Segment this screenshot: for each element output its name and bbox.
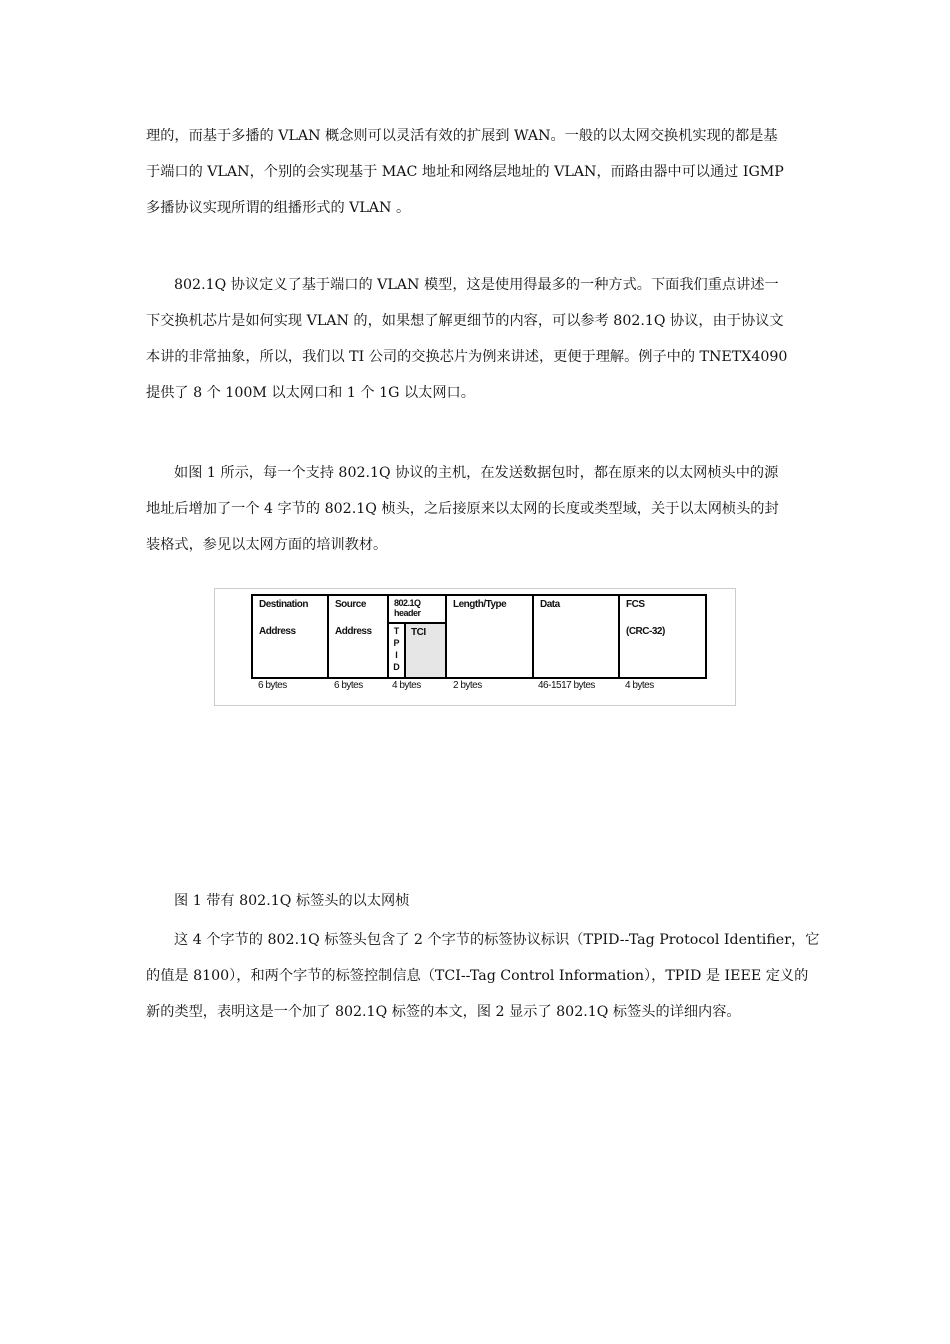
text-line: 于端口的 VLAN，个别的会实现基于 MAC 地址和网络层地址的 VLAN，而路由器中可以通过 IGMP — [146, 164, 784, 180]
text-line: 多播协议实现所谓的组播形式的 VLAN 。 — [146, 200, 411, 216]
text-line: 802.1Q 协议定义了基于端口的 VLAN 模型，这是使用得最多的一种方式。下面我们重点讲述一 — [174, 277, 779, 293]
bytes-destination: 6 bytes — [258, 680, 287, 691]
paragraph-2 — [146, 267, 806, 411]
text-line: 地址后增加了一个 4 字节的 802.1Q 桢头，之后接原来以太网的长度或类型域，关于以太网桢头的封 — [146, 501, 779, 517]
field-label: FCS — [626, 599, 645, 610]
paragraph-1 — [146, 118, 806, 226]
figure-caption: 图 1 带有 802.1Q 标签头的以太网桢 — [174, 893, 410, 909]
header-title-area — [389, 596, 445, 624]
text-line: 这 4 个字节的 802.1Q 标签头包含了 2 个字节的标签协议标识（TPID--Tag Protocol Identifier，它 — [174, 932, 820, 948]
tpid-letter: I — [395, 650, 398, 660]
paragraph-3 — [146, 455, 806, 563]
field-label: Address — [259, 626, 296, 637]
field-label: 802.1Q — [394, 598, 421, 608]
field-label: Source — [335, 599, 366, 610]
field-label: header — [394, 608, 421, 618]
paragraph-4 — [146, 922, 820, 1030]
tpid-letter: D — [393, 662, 400, 672]
field-label: (CRC-32) — [626, 626, 665, 637]
text-line: 装格式，参见以太网方面的培训教材。 — [146, 537, 388, 553]
field-data — [534, 596, 620, 677]
text-line: 提供了 8 个 100M 以太网口和 1 个 1G 以太网口。 — [146, 385, 475, 401]
field-label: Destination — [259, 599, 308, 610]
text-line: 的值是 8100），和两个字节的标签控制信息（TCI--Tag Control Information），TPID 是 IEEE 定义的 — [146, 968, 809, 984]
text-line: 本讲的非常抽象，所以，我们以 TI 公司的交换芯片为例来讲述，更便于理解。例子中的 TNETX4090 — [146, 349, 788, 365]
bytes-header: 4 bytes — [392, 680, 421, 691]
text-line: 如图 1 所示，每一个支持 802.1Q 协议的主机，在发送数据包时，都在原来的以太网桢头中的源 — [174, 465, 779, 481]
field-label: Length/Type — [453, 599, 507, 610]
text-line: 理的，而基于多播的 VLAN 概念则可以灵活有效的扩展到 WAN。一般的以太网交换机实现的都是基 — [146, 128, 778, 144]
field-fcs — [620, 596, 705, 677]
ethernet-frame-diagram — [251, 594, 707, 679]
bytes-fcs: 4 bytes — [625, 680, 654, 691]
text-line: 新的类型，表明这是一个加了 802.1Q 标签的本文，图 2 显示了 802.1Q 标签头的详细内容。 — [146, 1004, 741, 1020]
field-label: Data — [540, 599, 560, 610]
tpid-letter: P — [393, 638, 400, 648]
field-8021q-header — [389, 596, 447, 677]
tpid-letter: T — [393, 626, 400, 636]
subfield-tci — [406, 624, 445, 677]
field-length-type — [447, 596, 534, 677]
bytes-data: 46-1517 bytes — [538, 680, 595, 691]
bytes-length: 2 bytes — [453, 680, 482, 691]
field-label: TCI — [411, 627, 426, 638]
subfield-tpid — [389, 624, 406, 677]
field-source-address — [329, 596, 389, 677]
field-label: Address — [335, 626, 372, 637]
field-destination-address — [253, 596, 329, 677]
bytes-source: 6 bytes — [334, 680, 363, 691]
text-line: 下交换机芯片是如何实现 VLAN 的，如果想了解更细节的内容，可以参考 802.1Q 协议，由于协议文 — [146, 313, 784, 329]
frame-format-figure — [214, 588, 736, 706]
